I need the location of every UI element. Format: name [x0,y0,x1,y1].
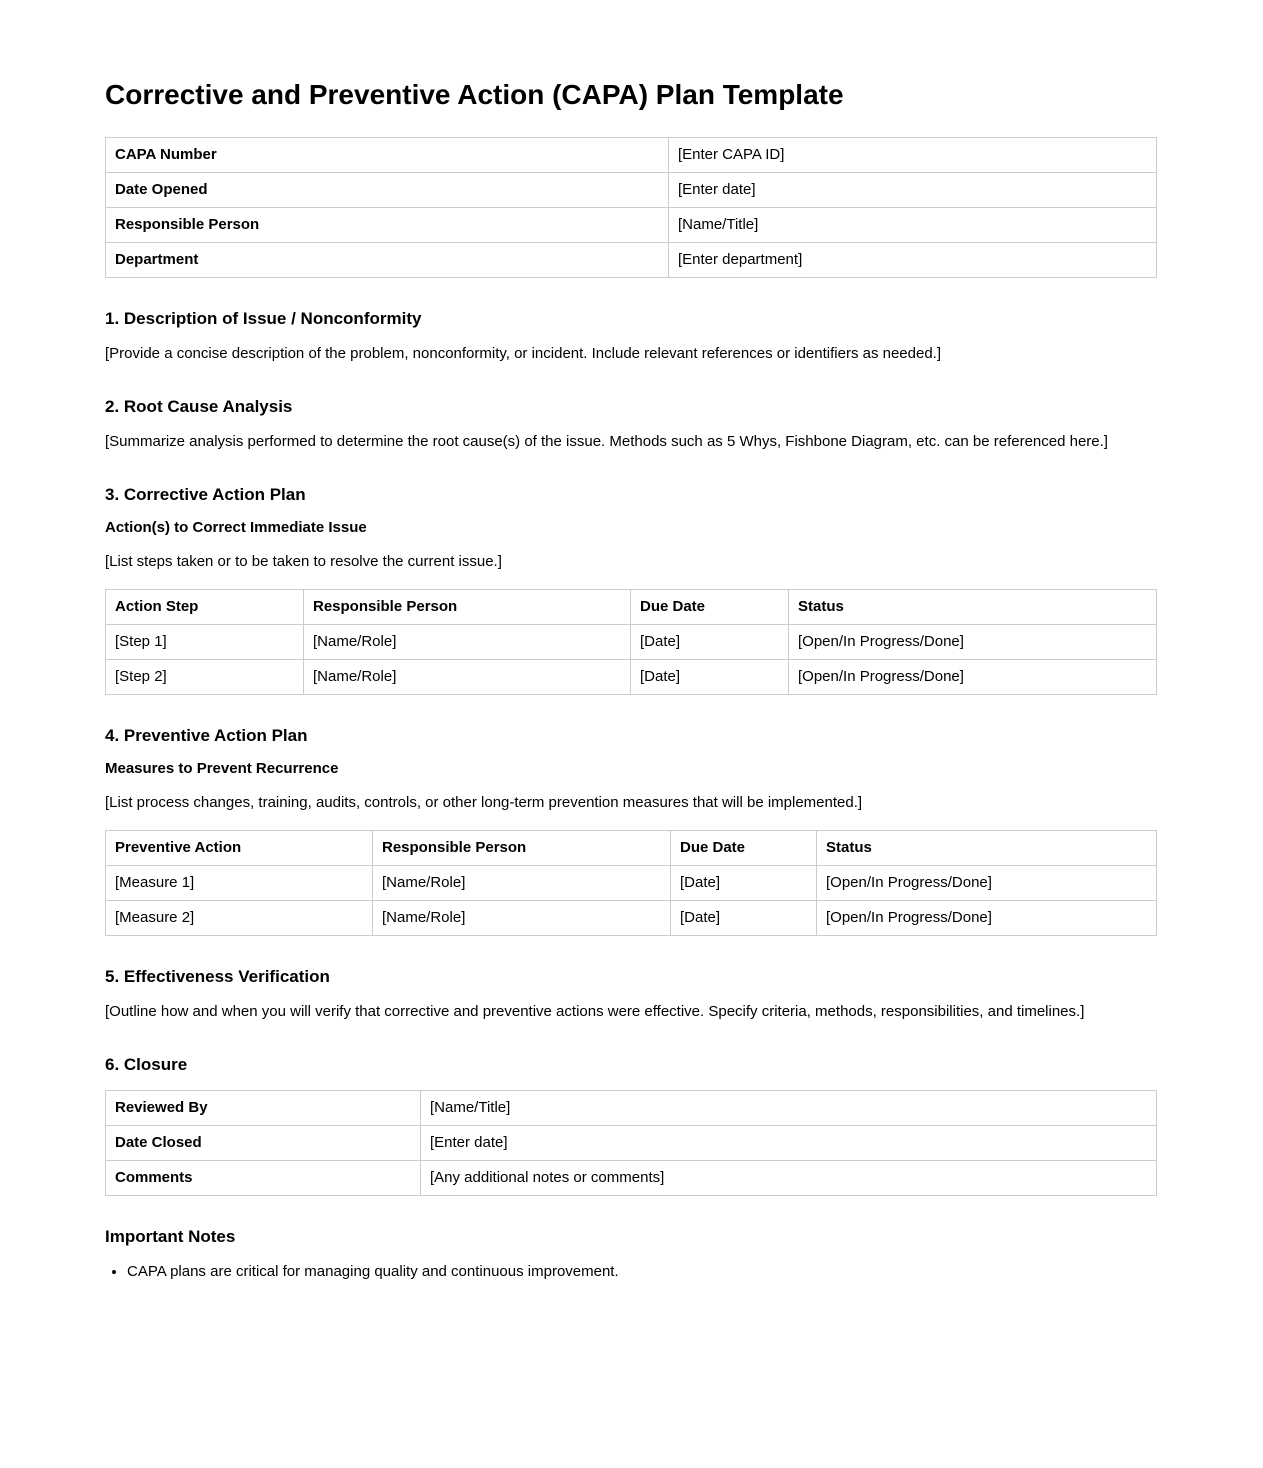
table-row [106,1126,1157,1161]
section-body-description: [Provide a concise description of the problem, nonconformity, or incident. Include relevant references or identifiers as needed.] [105,345,942,362]
column-header-due-date: Due Date [631,590,789,625]
table-row [106,208,1157,243]
column-header-due-date: Due Date [671,831,817,866]
info-label-department: Department [106,243,669,278]
info-value-responsible-person: [Name/Title] [669,208,1157,243]
cell-due-date: [Date] [671,901,817,936]
section-body-root-cause: [Summarize analysis performed to determine the root cause(s) of the issue. Methods such as 5 Whys, Fishbone Diagram, etc. can be referenced here.] [105,433,1108,450]
cell-status: [Open/In Progress/Done] [817,866,1157,901]
section-heading-important-notes: Important Notes [105,1227,236,1246]
page-title: Corrective and Preventive Action (CAPA) Plan Template [105,79,844,110]
cell-responsible-person: [Name/Role] [373,901,671,936]
closure-value-date-closed: [Enter date] [421,1126,1157,1161]
table-row [106,660,1157,695]
table-row [106,1161,1157,1196]
info-label-date-opened: Date Opened [106,173,669,208]
table-row [106,1091,1157,1126]
closure-label-comments: Comments [106,1161,421,1196]
cell-due-date: [Date] [631,625,789,660]
section-body-preventive: [List process changes, training, audits, controls, or other long-term prevention measures that will be implemented.] [105,794,863,811]
cell-due-date: [Date] [671,866,817,901]
cell-due-date: [Date] [631,660,789,695]
section-heading-preventive: 4. Preventive Action Plan [105,726,308,745]
column-header-status: Status [817,831,1157,866]
section-heading-description: 1. Description of Issue / Nonconformity [105,309,422,328]
info-value-department: [Enter department] [669,243,1157,278]
column-header-preventive-action: Preventive Action [106,831,373,866]
closure-label-reviewed-by: Reviewed By [106,1091,421,1126]
cell-preventive-action: [Measure 2] [106,901,373,936]
column-header-status: Status [789,590,1157,625]
subheading-preventive: Measures to Prevent Recurrence [105,760,339,777]
important-notes-list [105,1260,1165,1284]
cell-status: [Open/In Progress/Done] [789,660,1157,695]
table-row [106,901,1157,936]
table-row [106,243,1157,278]
capa-plan-document [105,78,1165,1284]
section-body-effectiveness: [Outline how and when you will verify that corrective and preventive actions were effective. Specify criteria, methods, responsibilities, and timelines.] [105,1003,1085,1020]
subheading-corrective: Action(s) to Correct Immediate Issue [105,519,367,536]
table-row [106,866,1157,901]
cell-preventive-action: [Measure 1] [106,866,373,901]
column-header-action-step: Action Step [106,590,304,625]
corrective-action-table [105,589,1157,695]
table-row [106,173,1157,208]
closure-value-reviewed-by: [Name/Title] [421,1091,1157,1126]
cell-responsible-person: [Name/Role] [304,625,631,660]
capa-info-table [105,137,1157,278]
info-value-capa-number: [Enter CAPA ID] [669,138,1157,173]
section-body-corrective: [List steps taken or to be taken to resolve the current issue.] [105,553,502,570]
cell-status: [Open/In Progress/Done] [817,901,1157,936]
cell-action-step: [Step 1] [106,625,304,660]
section-heading-corrective: 3. Corrective Action Plan [105,485,306,504]
list-item: • CAPA plans are critical for managing quality and continuous improvement. [127,1260,1165,1284]
table-row [106,138,1157,173]
info-label-responsible-person: Responsible Person [106,208,669,243]
info-label-capa-number: CAPA Number [106,138,669,173]
closure-table [105,1090,1157,1196]
cell-responsible-person: [Name/Role] [373,866,671,901]
cell-action-step: [Step 2] [106,660,304,695]
section-heading-root-cause: 2. Root Cause Analysis [105,397,293,416]
closure-label-date-closed: Date Closed [106,1126,421,1161]
cell-status: [Open/In Progress/Done] [789,625,1157,660]
section-heading-closure: 6. Closure [105,1055,188,1074]
column-header-responsible-person: Responsible Person [373,831,671,866]
table-header-row [106,590,1157,625]
column-header-responsible-person: Responsible Person [304,590,631,625]
cell-responsible-person: [Name/Role] [304,660,631,695]
table-row [106,625,1157,660]
table-header-row [106,831,1157,866]
closure-value-comments: [Any additional notes or comments] [421,1161,1157,1196]
info-value-date-opened: [Enter date] [669,173,1157,208]
section-heading-effectiveness: 5. Effectiveness Verification [105,967,330,986]
preventive-action-table [105,830,1157,936]
